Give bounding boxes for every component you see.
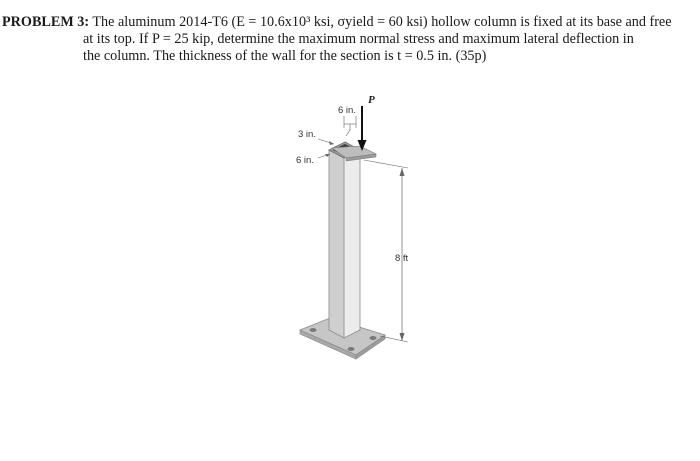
height-dimension xyxy=(364,160,408,342)
top-dimension xyxy=(344,116,356,136)
side-dimension xyxy=(318,154,330,158)
problem-line-2: at its top. If P = 25 kip, determine the maximum normal stress and maximum lateral deflection in xyxy=(83,31,634,47)
problem-label: PROBLEM 3: xyxy=(2,14,90,30)
side-width-label: 6 in. xyxy=(296,155,314,166)
problem-text-1: The aluminum 2014-T6 (E = 10.6x10³ ksi, σyield = 60 ksi) hollow column is fixed at its base and free xyxy=(89,14,672,30)
top-width-label: 6 in. xyxy=(338,105,356,116)
problem-line-3: the column. The thickness of the wall for the section is t = 0.5 in. (35p) xyxy=(83,48,487,64)
depth-label: 3 in. xyxy=(298,129,316,140)
height-label: 8 ft xyxy=(395,253,409,264)
depth-dimension xyxy=(318,139,334,145)
hollow-column xyxy=(329,142,376,338)
load-arrow xyxy=(358,106,367,151)
load-label: P xyxy=(368,94,375,106)
